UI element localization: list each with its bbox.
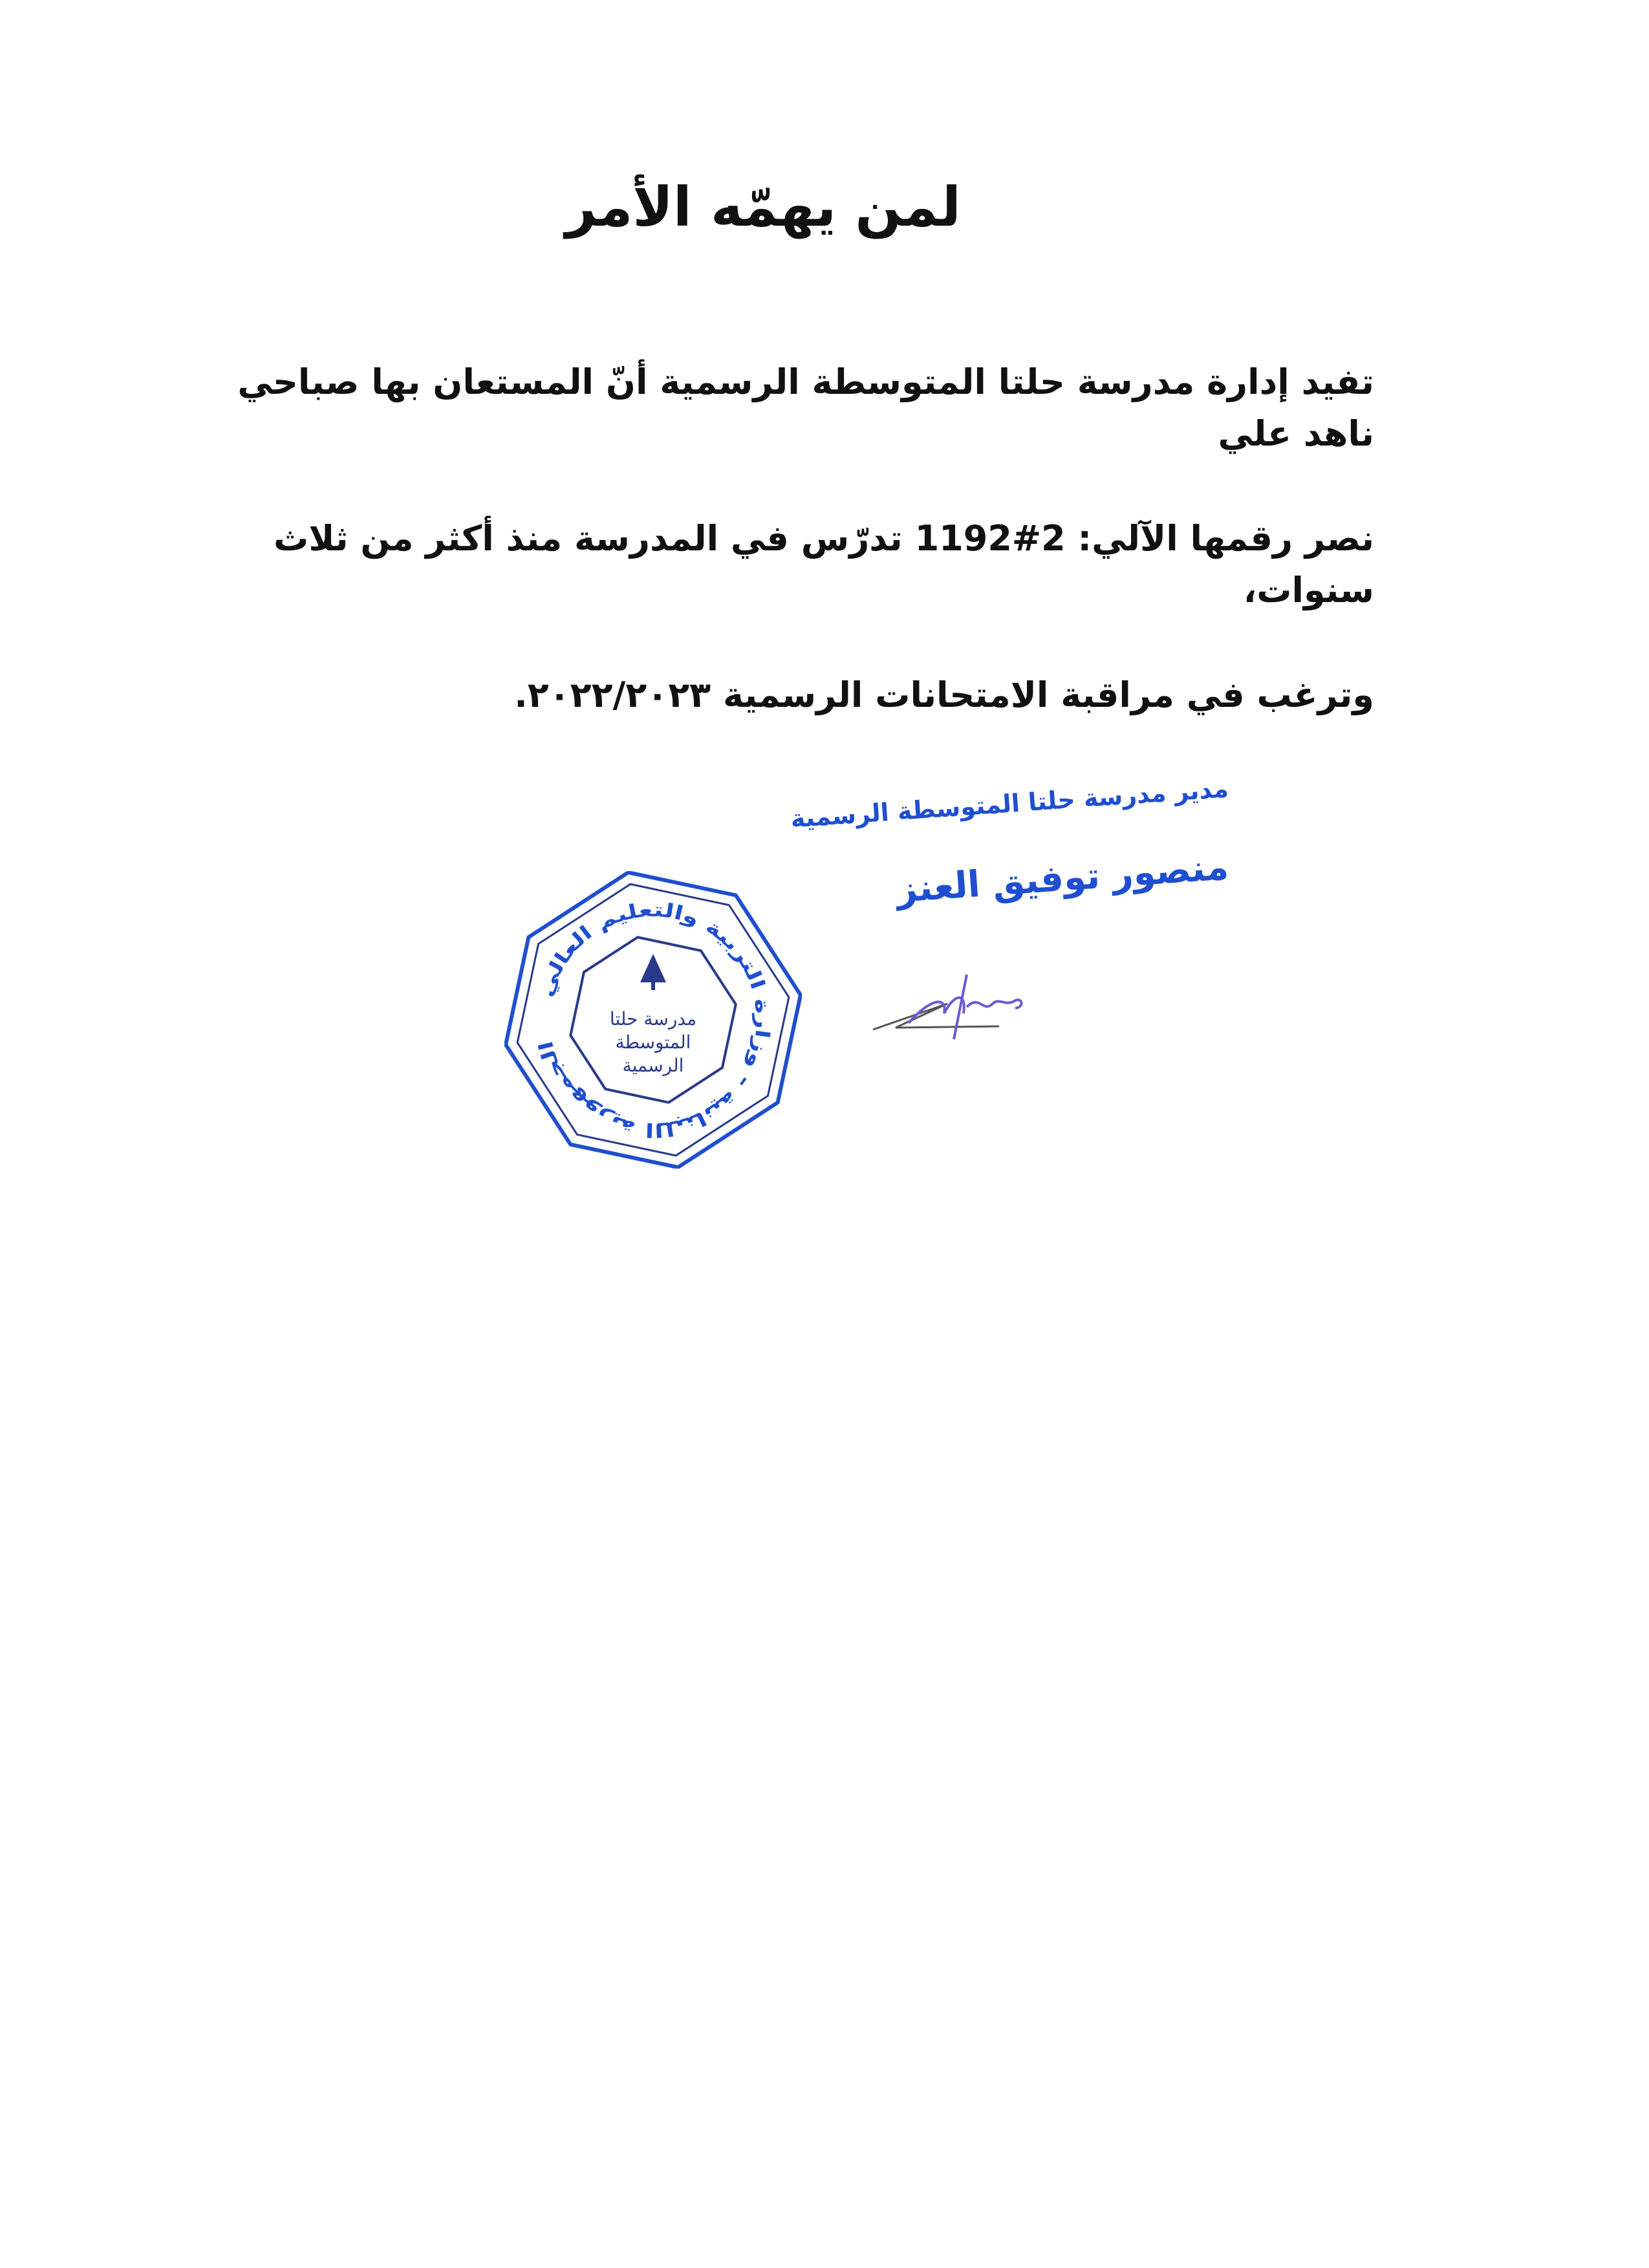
document-body <box>230 356 1374 721</box>
official-stamp <box>504 871 802 1169</box>
body-line-1: تفيد إدارة مدرسة حلتا المتوسطة الرسمية أنّ المستعان بها صباحي ناهد علي <box>237 361 1374 454</box>
body-line-3: وترغب في مراقبة الامتحانات الرسمية ٢٠٢٢/٢٠٢٣. <box>514 674 1374 715</box>
signatory-role: مدير مدرسة حلتا المتوسطة الرسمية <box>790 773 1230 834</box>
signature-area <box>0 774 1649 1266</box>
handwritten-signature <box>870 968 1038 1046</box>
stamp-outer-text: الجمهورية اللبنانية - وزارة التربية والتعليم العالي <box>534 898 775 1141</box>
body-line-2: نصر رقمها الآلي: 2#1192 تدرّس في المدرسة منذ أكثر من ثلاث سنوات، <box>274 517 1374 610</box>
stamp-inner-text: مدرسة حلتا المتوسطة الرسمية <box>609 1008 697 1076</box>
document-title: لمن يهمّه الأمر <box>565 175 961 239</box>
cedar-tree-icon <box>640 954 666 990</box>
signatory-name: منصور توفيق العنز <box>895 845 1231 911</box>
